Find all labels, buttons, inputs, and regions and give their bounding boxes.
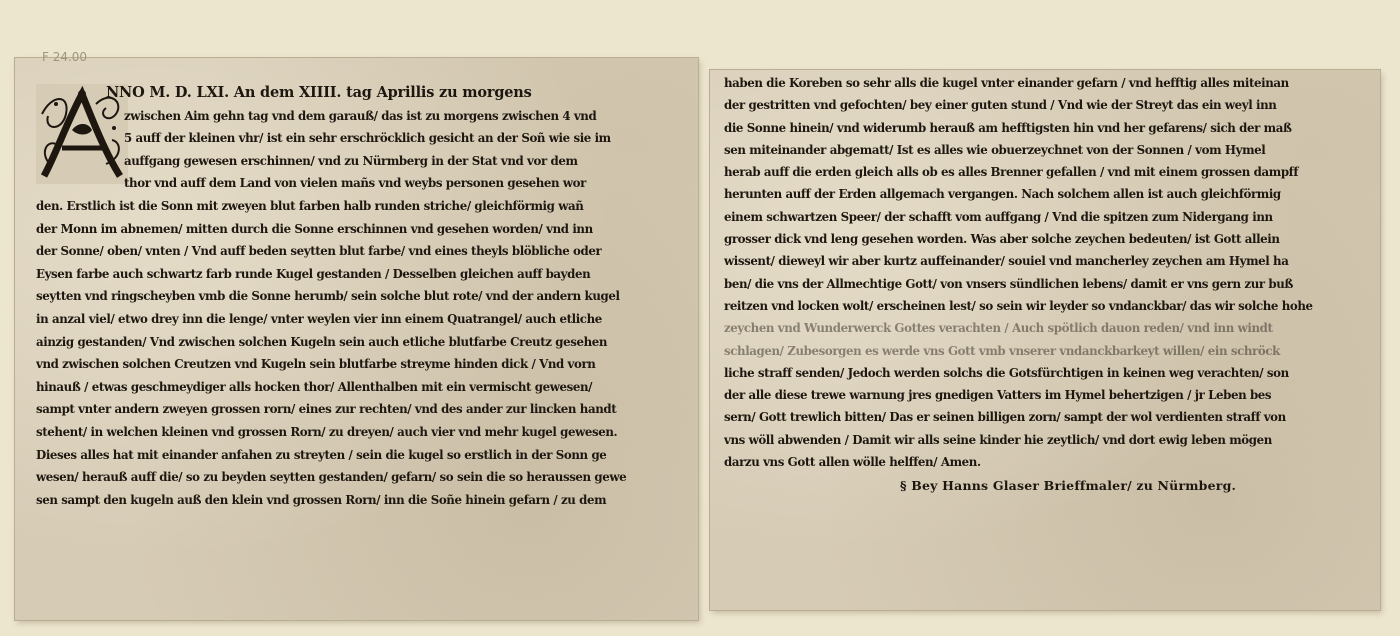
text-line: liche straff senden/ Jedoch werden solchs die Gotsfürchtigen in keinen weg verachten/ son	[724, 365, 1289, 380]
text-line: NNO M. D. LXI. An dem XIIII. tag Aprillis zu morgens	[106, 84, 532, 101]
text-line: reitzen vnd locken wolt/ erscheinen lest/ so sein wir leyder so vndanckbar/ das wir solche hohe	[724, 298, 1313, 313]
text-line: der alle diese trewe warnung jres gnedigen Vatters im Hymel behertzigen / jr Leben bes	[724, 388, 1272, 403]
text-line: der gestritten vnd gefochten/ bey einer guten stund / Vnd wie der Streyt das ein weyl inn	[724, 98, 1277, 113]
text-line: herab auff die erden gleich alls ob es alles Brenner gefallen / vnd mit einem grossen dampff	[724, 165, 1299, 180]
text-line: hinauß / etwas geschmeydiger alls hocken thor/ Allenthalben mit ein vermischt gewesen/	[36, 379, 593, 394]
text-line: wissent/ dieweyl wir aber kurtz auffeinander/ souiel vnd mancherley zeychen am Hymel ha	[724, 254, 1289, 269]
text-line: zwischen Aim gehn tag vnd dem garauß/ das ist zu morgens zwischen 4 vnd	[124, 108, 597, 123]
text-line: ainzig gestanden/ Vnd zwischen solchen Kugeln sein auch etliche blutfarbe Creutz gesehen	[36, 334, 608, 349]
archive-mark: F 24.00	[42, 50, 88, 64]
left-page-text	[36, 82, 688, 511]
text-line: sen miteinander abgematt/ Ist es alles wie obuerzeychnet von der Sonnen / vom Hymel	[724, 142, 1266, 157]
text-line: in anzal viel/ etwo drey inn die lenge/ vnter weylen vier inn einem Quatrangel/ auch etliche	[36, 311, 602, 326]
text-line: einem schwartzen Speer/ der schafft vom auffgang / Vnd die spitzen zum Nidergang inn	[724, 209, 1273, 224]
text-line: vns wöll abwenden / Damit wir alls seine kinder hie zeytlich/ vnd dort ewig leben mögen	[724, 432, 1272, 447]
text-line: Eysen farbe auch schwartz farb runde Kugel gestanden / Desselben gleichen auff bayden	[36, 266, 591, 281]
text-line: auffgang gewesen erschinnen/ vnd zu Nürmberg in der Stat vnd vor dem	[124, 153, 578, 168]
text-line: den. Erstlich ist die Sonn mit zweyen blut farben halb runden striche/ gleichförmig wañ	[36, 198, 584, 213]
text-line: grosser dick vnd leng gesehen worden. Was aber solche zeychen bedeuten/ ist Gott allein	[724, 232, 1280, 247]
text-line: seytten vnd ringscheyben vmb die Sonne herumb/ sein solche blut rote/ vnd der andern kugel	[36, 289, 620, 304]
text-line: wesen/ herauß auff die/ so zu beyden seytten gestanden/ gefarn/ so sein die so heraussen gewe	[36, 470, 627, 485]
text-line: haben die Koreben so sehr alls die kugel vnter einander gefarn / vnd hefftig alles miteinan	[724, 76, 1289, 90]
text-line: die Sonne hinein/ vnd widerumb herauß am hefftigsten hin vnd her gefarens/ sich der maß	[724, 120, 1292, 135]
text-line: 5 auff der kleinen vhr/ ist ein sehr erschröcklich gesicht an der Soñ wie sie im	[124, 131, 611, 146]
text-line: sern/ Gott trewlich bitten/ Das er seinen billigen zorn/ sampt der wol verdienten straff von	[724, 410, 1286, 425]
text-line: sen sampt den kugeln auß den klein vnd grossen Rorn/ inn die Soñe hinein gefarn / zu dem	[36, 492, 607, 507]
right-page-text	[724, 72, 1372, 499]
text-line: der Monn im abnemen/ mitten durch die Sonne erschinnen vnd gesehen worden/ vnd inn	[36, 221, 593, 236]
printer-imprint: § Bey Hanns Glaser Brieffmaler/ zu Nürmberg.	[899, 478, 1237, 494]
text-line: Dieses alles hat mit einander anfahen zu streyten / sein die kugel so erstlich in der Sonn ge	[36, 447, 607, 462]
text-line: thor vnd auff dem Land von vielen mañs vnd weybs personen gesehen wor	[124, 176, 586, 191]
text-line: schlagen/ Zubesorgen es werde vns Gott vmb vnserer vndanckbarkeyt willen/ ein schröck	[724, 343, 1280, 358]
text-line: stehent/ in welchen kleinen vnd grossen Rorn/ zu dreyen/ auch vier vnd mehr kugel gewesen.	[36, 424, 618, 439]
text-line: herunten auff der Erden allgemach vergangen. Nach solchem allen ist auch gleichförmig	[724, 187, 1281, 202]
text-line: sampt vnter andern zweyen grossen rorn/ eines zur rechten/ vnd des ander zur lincken handt	[36, 402, 617, 417]
text-line: der Sonne/ oben/ vnten / Vnd auff beden seytten blut farbe/ vnd eines theyls blöbliche oder	[36, 244, 602, 259]
text-line: ben/ die vns der Allmechtige Gott/ von vnsers sündlichen lebens/ damit er vns gern zur buß	[724, 276, 1293, 291]
text-line: darzu vns Gott allen wölle helffen/ Amen.	[724, 455, 981, 470]
text-line: vnd zwischen solchen Creutzen vnd Kugeln sein blutfarbe streyme hinden dick / Vnd vorn	[36, 357, 596, 372]
text-line: zeychen vnd Wunderwerck Gottes verachten / Auch spötlich dauon reden/ vnd inn windt	[724, 321, 1273, 336]
